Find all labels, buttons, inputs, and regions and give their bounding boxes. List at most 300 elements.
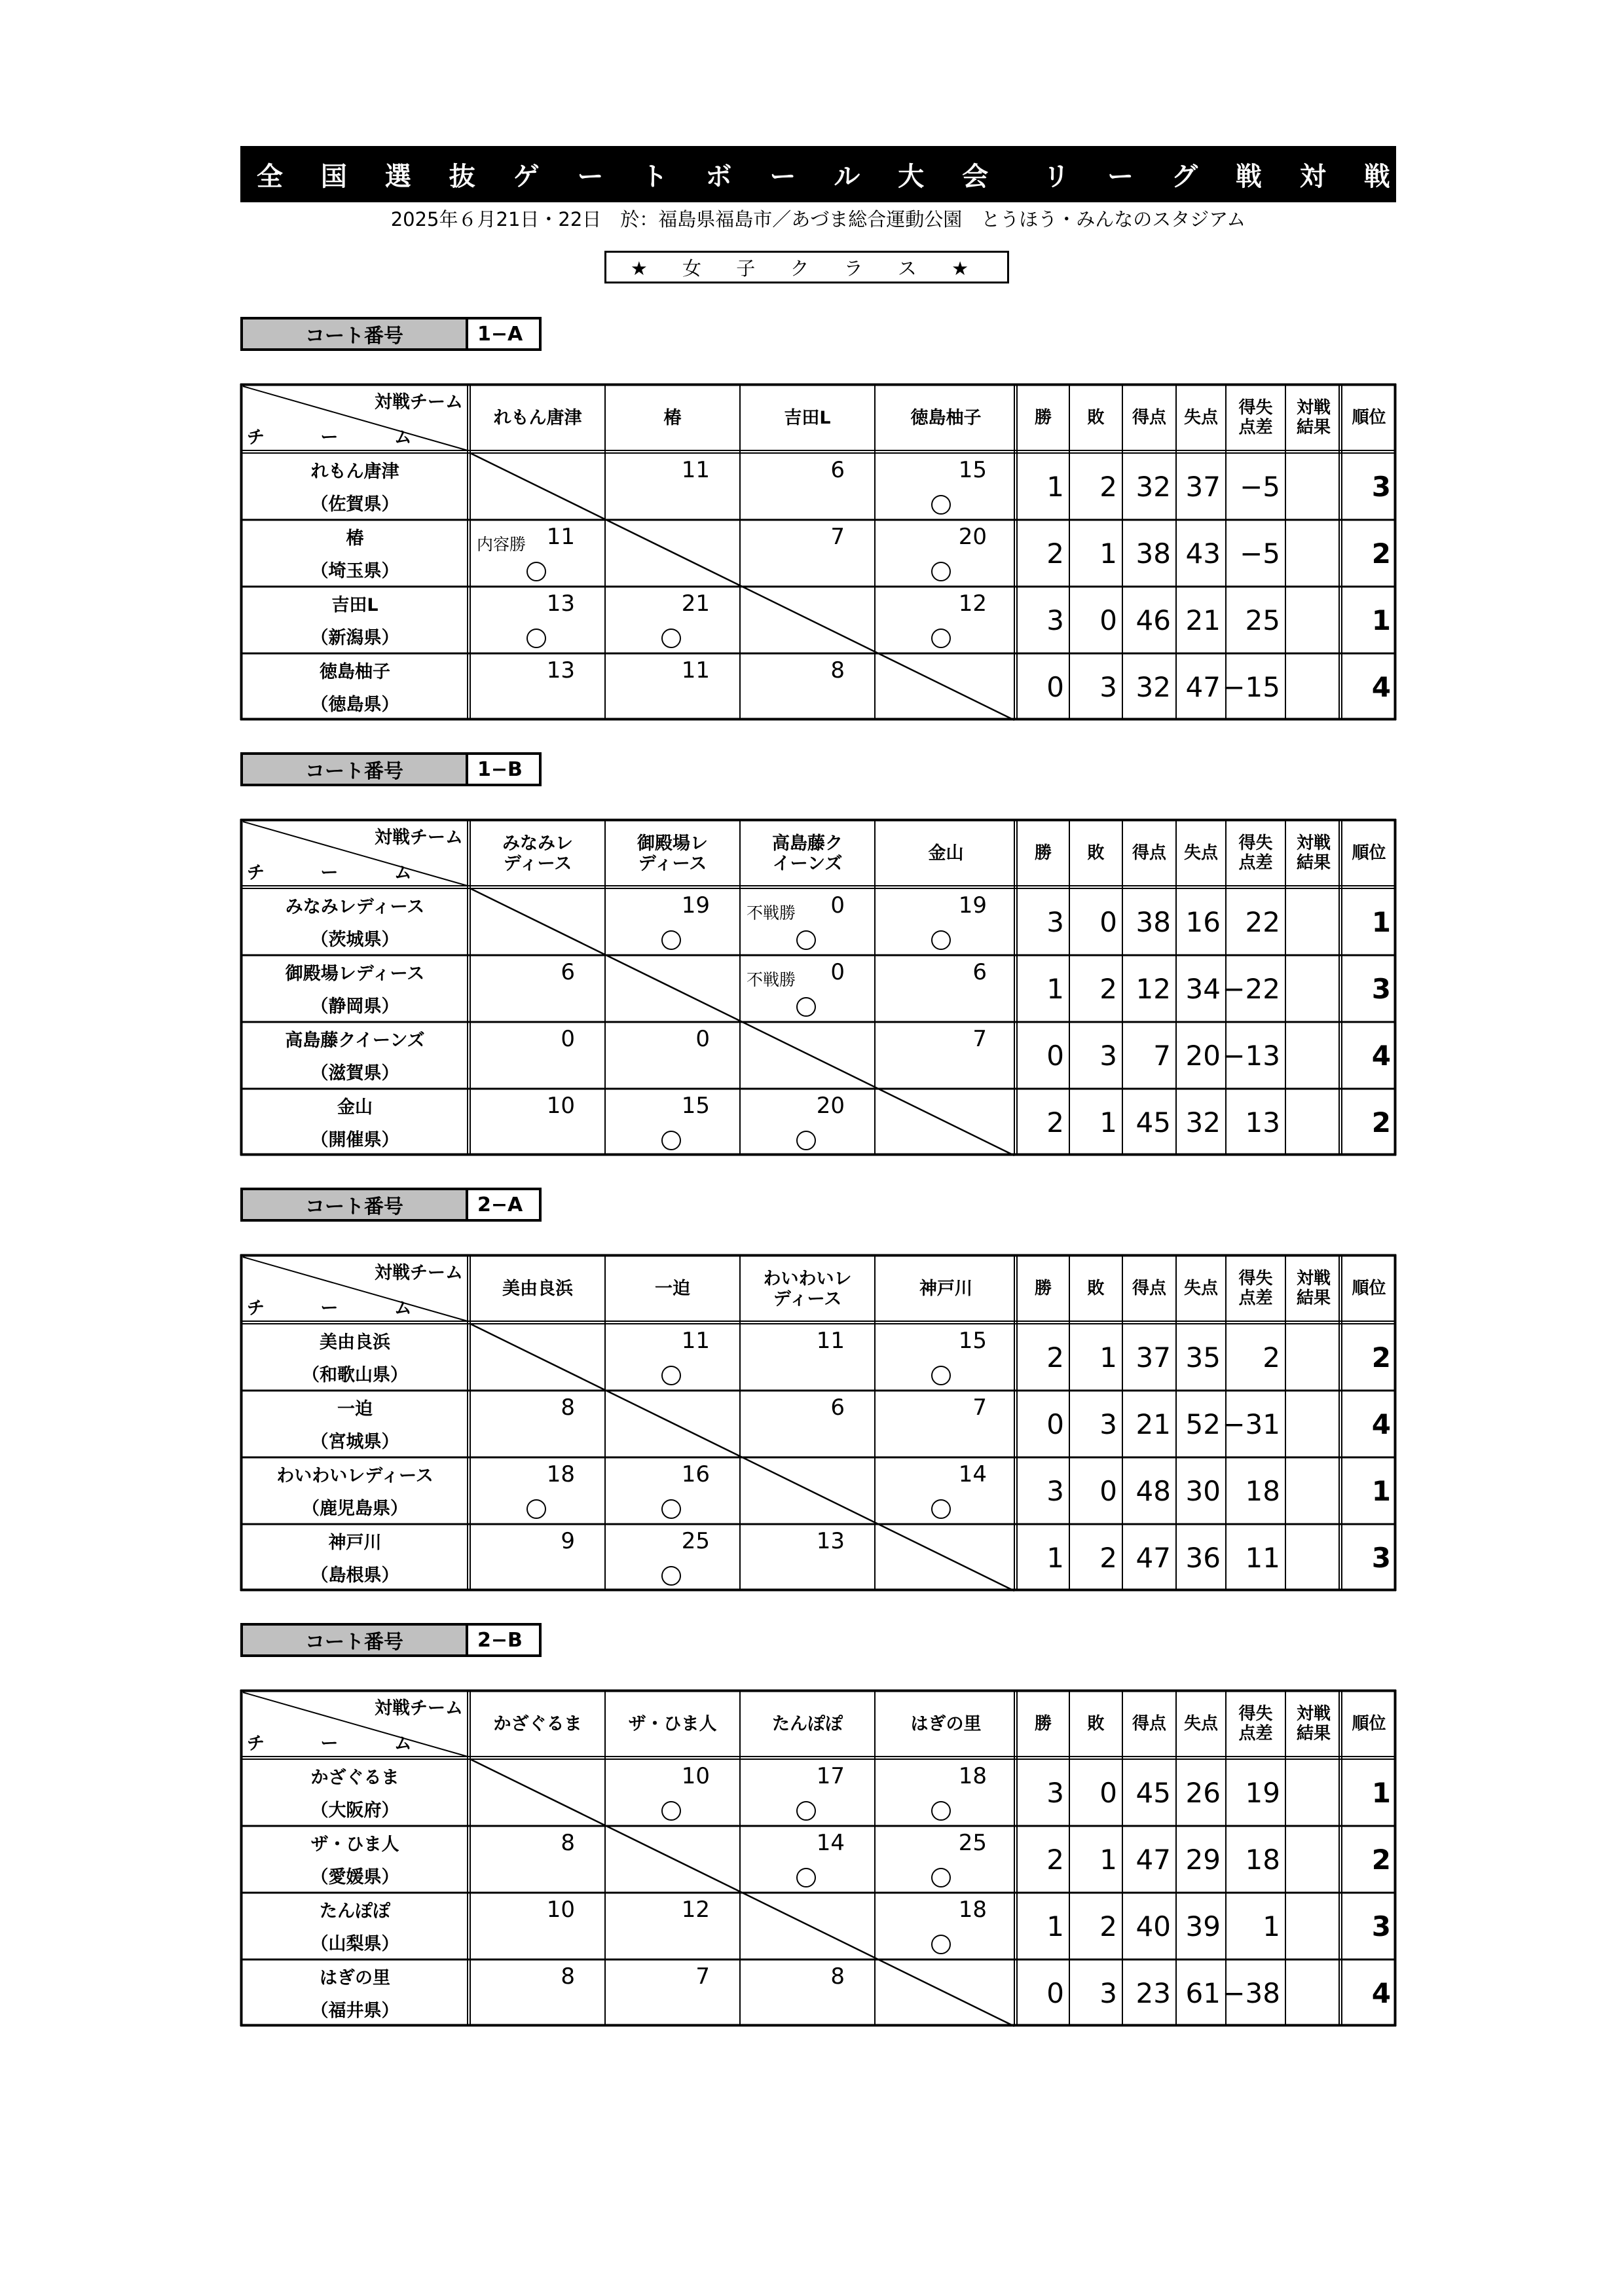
match-score: 19 — [958, 892, 987, 919]
match-score: 10 — [681, 1763, 710, 1789]
point-diff-value: −5 — [1240, 537, 1280, 570]
team-row-header — [240, 1022, 470, 1089]
team-row-header — [240, 587, 470, 653]
stat-header: 得点 — [1132, 408, 1166, 428]
match-score: 15 — [958, 457, 987, 483]
stat-header: 失点 — [1183, 1714, 1218, 1734]
stat-header: 失点 — [1183, 408, 1218, 428]
team-prefecture: （新潟県） — [310, 628, 399, 648]
corner-opponent-label: 対戦チーム — [375, 828, 463, 848]
match-score: 7 — [695, 1963, 710, 1990]
losses-value: 2 — [1099, 470, 1117, 503]
points-against-value: 47 — [1185, 670, 1221, 703]
match-score: 11 — [681, 657, 710, 683]
stat-header: 敗 — [1087, 1279, 1105, 1299]
points-for-value: 38 — [1135, 905, 1171, 938]
points-against-value: 20 — [1185, 1039, 1221, 1072]
stat-header: 得失 点差 — [1238, 1269, 1273, 1308]
points-against-value: 30 — [1185, 1474, 1221, 1507]
corner-team-label: チ ー ム — [247, 428, 437, 448]
win-mark-icon — [661, 629, 681, 648]
match-result-value — [1285, 1022, 1337, 1089]
match-score: 20 — [958, 524, 987, 550]
team-prefecture: （鹿児島県） — [302, 1499, 408, 1519]
stat-header: 順位 — [1352, 1279, 1386, 1299]
rank-value: 4 — [1371, 670, 1391, 703]
points-for-value: 45 — [1135, 1106, 1171, 1139]
points-against-value: 61 — [1185, 1977, 1221, 2009]
rank-value: 4 — [1371, 1408, 1391, 1440]
opponent-header: 吉田L — [784, 408, 831, 429]
team-name: 一迫 — [337, 1399, 373, 1419]
points-for-value: 23 — [1135, 1977, 1171, 2009]
wins-value: 2 — [1046, 1843, 1064, 1876]
stat-header: 敗 — [1087, 1714, 1105, 1734]
opponent-header: かざぐるま — [493, 1714, 582, 1735]
team-name: みなみレディース — [285, 897, 425, 917]
points-for-value: 48 — [1135, 1474, 1171, 1507]
match-score: 15 — [681, 1093, 710, 1119]
point-diff-value: −13 — [1222, 1039, 1280, 1072]
rank-value: 4 — [1371, 1977, 1391, 2009]
win-mark-icon — [796, 1868, 816, 1887]
opponent-header: みなみレ ディース — [502, 833, 573, 874]
win-mark-icon — [661, 1366, 681, 1385]
point-diff-value: 18 — [1245, 1843, 1280, 1876]
win-mark-icon — [796, 930, 816, 950]
match-score: 13 — [816, 1528, 845, 1554]
wins-value: 2 — [1046, 1106, 1064, 1139]
match-score: 14 — [958, 1461, 987, 1487]
stat-header: 勝 — [1034, 408, 1052, 428]
match-result-value — [1285, 1826, 1337, 1893]
stat-header: 勝 — [1034, 1279, 1052, 1299]
match-score: 0 — [830, 959, 845, 985]
team-prefecture: （佐賀県） — [310, 494, 399, 515]
match-result-value — [1285, 888, 1337, 955]
team-prefecture: （静岡県） — [310, 996, 399, 1017]
team-name: 美由良浜 — [320, 1332, 390, 1353]
losses-value: 1 — [1099, 1106, 1117, 1139]
team-prefecture: （茨城県） — [310, 930, 399, 950]
match-score: 9 — [561, 1528, 575, 1554]
points-for-value: 32 — [1135, 670, 1171, 703]
win-mark-icon — [931, 629, 951, 648]
match-result-value — [1285, 587, 1337, 653]
match-result-value — [1285, 1324, 1337, 1391]
opponent-header: 一迫 — [655, 1279, 690, 1300]
match-score: 12 — [958, 591, 987, 617]
wins-value: 0 — [1046, 1408, 1064, 1440]
result-note: 不戦勝 — [747, 903, 796, 922]
team-row-header — [240, 453, 470, 520]
match-score: 15 — [958, 1328, 987, 1354]
court-label — [240, 752, 542, 786]
points-for-value: 37 — [1135, 1341, 1171, 1374]
win-mark-icon — [931, 1499, 951, 1519]
points-against-value: 21 — [1185, 604, 1221, 636]
win-mark-icon — [661, 1566, 681, 1586]
losses-value: 3 — [1099, 1039, 1117, 1072]
opponent-header: 高島藤ク イーンズ — [772, 833, 843, 874]
win-mark-icon — [931, 1366, 951, 1385]
opponent-header: 美由良浜 — [502, 1279, 573, 1300]
win-mark-icon — [661, 1131, 681, 1150]
team-row-header — [240, 1391, 470, 1457]
stat-header: 得点 — [1132, 1714, 1166, 1734]
opponent-header: わいわいレ ディース — [763, 1268, 852, 1309]
wins-value: 3 — [1046, 604, 1064, 636]
match-score: 25 — [681, 1528, 710, 1554]
team-prefecture: （愛媛県） — [310, 1867, 399, 1887]
corner-opponent-label: 対戦チーム — [375, 1263, 463, 1283]
opponent-header: はぎの里 — [910, 1714, 982, 1735]
match-score: 18 — [958, 1763, 987, 1789]
win-mark-icon — [931, 1868, 951, 1887]
points-against-value: 32 — [1185, 1106, 1221, 1139]
corner-team-label: チ ー ム — [247, 1298, 437, 1319]
point-diff-value: −5 — [1240, 470, 1280, 503]
point-diff-value: −38 — [1222, 1977, 1280, 2009]
rank-value: 3 — [1371, 1910, 1391, 1942]
match-score: 10 — [546, 1897, 575, 1923]
court-label — [240, 317, 542, 351]
win-mark-icon — [931, 930, 951, 950]
win-mark-icon — [661, 930, 681, 950]
wins-value: 0 — [1046, 1039, 1064, 1072]
team-name: かざぐるま — [310, 1768, 399, 1788]
team-prefecture: （徳島県） — [310, 695, 399, 715]
stat-header: 勝 — [1034, 1714, 1052, 1734]
court-number: 1−B — [468, 752, 542, 786]
team-name: わいわいレディース — [276, 1466, 434, 1486]
points-against-value: 43 — [1185, 537, 1221, 570]
wins-value: 1 — [1046, 1541, 1064, 1574]
win-mark-icon — [931, 1935, 951, 1954]
losses-value: 0 — [1099, 1474, 1117, 1507]
stat-header: 得点 — [1132, 843, 1166, 864]
win-mark-icon — [796, 997, 816, 1017]
losses-value: 0 — [1099, 905, 1117, 938]
court-label-title: コート番号 — [240, 752, 468, 786]
stat-header: 対戦 結果 — [1296, 1269, 1331, 1308]
opponent-header: 徳島柚子 — [910, 408, 982, 429]
wins-value: 2 — [1046, 1341, 1064, 1374]
match-score: 21 — [681, 591, 710, 617]
match-score: 6 — [830, 1394, 845, 1421]
points-against-value: 35 — [1185, 1341, 1221, 1374]
team-row-header — [240, 1524, 470, 1591]
match-score: 10 — [546, 1093, 575, 1119]
match-score: 7 — [972, 1394, 987, 1421]
court-number: 2−A — [468, 1188, 542, 1222]
opponent-header: 神戸川 — [919, 1279, 972, 1300]
match-score: 11 — [546, 524, 575, 550]
points-for-value: 21 — [1135, 1408, 1171, 1440]
team-name: 金山 — [337, 1097, 373, 1118]
stat-header: 対戦 結果 — [1296, 1704, 1331, 1743]
match-result-value — [1285, 1959, 1337, 2026]
rank-value: 3 — [1371, 1541, 1391, 1574]
win-mark-icon — [526, 629, 546, 648]
stat-header: 順位 — [1352, 408, 1386, 428]
rank-value: 2 — [1371, 1106, 1391, 1139]
corner-team-label: チ ー ム — [247, 1734, 437, 1754]
points-for-value: 12 — [1135, 972, 1171, 1005]
stat-header: 敗 — [1087, 843, 1105, 864]
point-diff-value: 18 — [1245, 1474, 1280, 1507]
win-mark-icon — [931, 562, 951, 581]
rank-value: 1 — [1371, 604, 1391, 636]
win-mark-icon — [526, 562, 546, 581]
win-mark-icon — [931, 1801, 951, 1821]
points-against-value: 52 — [1185, 1408, 1221, 1440]
wins-value: 1 — [1046, 1910, 1064, 1942]
stat-header: 得失 点差 — [1238, 1704, 1273, 1743]
match-score: 0 — [830, 892, 845, 919]
match-result-value — [1285, 1089, 1337, 1156]
points-for-value: 38 — [1135, 537, 1171, 570]
match-score: 11 — [816, 1328, 845, 1354]
match-score: 16 — [681, 1461, 710, 1487]
wins-value: 1 — [1046, 972, 1064, 1005]
match-score: 6 — [561, 959, 575, 985]
win-mark-icon — [661, 1801, 681, 1821]
losses-value: 0 — [1099, 604, 1117, 636]
team-row-header — [240, 1826, 470, 1893]
match-score: 13 — [546, 657, 575, 683]
match-score: 8 — [830, 1963, 845, 1990]
rank-value: 1 — [1371, 905, 1391, 938]
team-row-header — [240, 1759, 470, 1826]
team-prefecture: （大阪府） — [310, 1800, 399, 1821]
team-prefecture: （和歌山県） — [302, 1365, 408, 1385]
point-diff-value: −31 — [1222, 1408, 1280, 1440]
point-diff-value: 13 — [1245, 1106, 1280, 1139]
losses-value: 1 — [1099, 1341, 1117, 1374]
point-diff-value: 25 — [1245, 604, 1280, 636]
court-label-title: コート番号 — [240, 317, 468, 351]
match-score: 7 — [830, 524, 845, 550]
stat-header: 敗 — [1087, 408, 1105, 428]
corner-team-label: チ ー ム — [247, 863, 437, 883]
opponent-header: れもん唐津 — [493, 408, 582, 429]
stat-header: 得失 点差 — [1238, 398, 1273, 437]
points-for-value: 7 — [1153, 1039, 1171, 1072]
points-against-value: 29 — [1185, 1843, 1221, 1876]
team-prefecture: （宮城県） — [310, 1432, 399, 1452]
point-diff-value: 11 — [1245, 1541, 1280, 1574]
win-mark-icon — [526, 1499, 546, 1519]
team-row-header — [240, 1089, 470, 1156]
corner-opponent-label: 対戦チーム — [375, 392, 463, 412]
team-prefecture: （福井県） — [310, 2001, 399, 2021]
match-result-value — [1285, 520, 1337, 587]
opponent-header: ザ・ひま人 — [628, 1714, 717, 1735]
event-subtitle: 2025年６月21日・22日 於：福島県福島市／あづま総合運動公園 とうほう・みんなのスタジアム — [390, 208, 1246, 230]
match-score: 0 — [561, 1026, 575, 1052]
rank-value: 4 — [1371, 1039, 1391, 1072]
match-score: 17 — [816, 1763, 845, 1789]
league-table — [240, 1254, 1396, 1588]
league-table — [240, 384, 1396, 718]
rank-value: 3 — [1371, 470, 1391, 503]
team-name: れもん唐津 — [310, 462, 399, 482]
losses-value: 3 — [1099, 1977, 1117, 2009]
points-against-value: 37 — [1185, 470, 1221, 503]
stat-header: 失点 — [1183, 843, 1218, 864]
team-name: 御殿場レディース — [285, 964, 425, 984]
point-diff-value: 1 — [1263, 1910, 1280, 1942]
court-label — [240, 1188, 542, 1222]
points-against-value: 34 — [1185, 972, 1221, 1005]
match-result-value — [1285, 1457, 1337, 1524]
court-label — [240, 1623, 542, 1657]
league-table — [240, 819, 1396, 1153]
team-prefecture: （埼玉県） — [310, 561, 399, 581]
team-name: 椿 — [346, 528, 364, 549]
team-prefecture: （滋賀県） — [310, 1063, 399, 1084]
wins-value: 2 — [1046, 537, 1064, 570]
team-name: ザ・ひま人 — [310, 1834, 399, 1855]
match-result-value — [1285, 453, 1337, 520]
team-row-header — [240, 653, 470, 720]
point-diff-value: 19 — [1245, 1776, 1280, 1809]
match-score: 0 — [695, 1026, 710, 1052]
losses-value: 2 — [1099, 1541, 1117, 1574]
court-number: 1−A — [468, 317, 542, 351]
stat-header: 失点 — [1183, 1279, 1218, 1299]
court-number: 2−B — [468, 1623, 542, 1657]
points-for-value: 32 — [1135, 470, 1171, 503]
team-name: 吉田L — [331, 595, 378, 615]
losses-value: 0 — [1099, 1776, 1117, 1809]
team-row-header — [240, 520, 470, 587]
point-diff-value: 22 — [1245, 905, 1280, 938]
match-score: 18 — [546, 1461, 575, 1487]
match-score: 14 — [816, 1830, 845, 1856]
result-note: 内容勝 — [477, 535, 526, 554]
losses-value: 2 — [1099, 972, 1117, 1005]
court-label-title: コート番号 — [240, 1623, 468, 1657]
team-name: 神戸川 — [328, 1533, 382, 1553]
points-for-value: 45 — [1135, 1776, 1171, 1809]
rank-value: 1 — [1371, 1776, 1391, 1809]
rank-value: 2 — [1371, 537, 1391, 570]
points-against-value: 36 — [1185, 1541, 1221, 1574]
rank-value: 1 — [1371, 1474, 1391, 1507]
team-prefecture: （島根県） — [310, 1565, 399, 1586]
wins-value: 3 — [1046, 905, 1064, 938]
team-row-header — [240, 1893, 470, 1959]
court-label-title: コート番号 — [240, 1188, 468, 1222]
match-score: 6 — [830, 457, 845, 483]
match-score: 18 — [958, 1897, 987, 1923]
match-result-value — [1285, 1893, 1337, 1959]
match-result-value — [1285, 955, 1337, 1022]
stat-header: 得失 点差 — [1238, 833, 1273, 873]
points-against-value: 26 — [1185, 1776, 1221, 1809]
losses-value: 2 — [1099, 1910, 1117, 1942]
opponent-header: 椿 — [663, 408, 682, 429]
win-mark-icon — [661, 1499, 681, 1519]
corner-opponent-label: 対戦チーム — [375, 1698, 463, 1719]
losses-value: 1 — [1099, 537, 1117, 570]
rank-value: 2 — [1371, 1843, 1391, 1876]
match-score: 19 — [681, 892, 710, 919]
team-row-header — [240, 955, 470, 1022]
wins-value: 0 — [1046, 1977, 1064, 2009]
wins-value: 3 — [1046, 1776, 1064, 1809]
team-row-header — [240, 888, 470, 955]
point-diff-value: −22 — [1222, 972, 1280, 1005]
stat-header: 得点 — [1132, 1279, 1166, 1299]
match-result-value — [1285, 653, 1337, 720]
match-result-value — [1285, 1759, 1337, 1826]
match-score: 25 — [958, 1830, 987, 1856]
rank-value: 2 — [1371, 1341, 1391, 1374]
rank-value: 3 — [1371, 972, 1391, 1005]
team-row-header — [240, 1324, 470, 1391]
wins-value: 3 — [1046, 1474, 1064, 1507]
losses-value: 3 — [1099, 1408, 1117, 1440]
match-score: 6 — [972, 959, 987, 985]
match-score: 8 — [561, 1394, 575, 1421]
match-score: 11 — [681, 457, 710, 483]
points-for-value: 47 — [1135, 1843, 1171, 1876]
match-result-value — [1285, 1391, 1337, 1457]
team-name: はぎの里 — [320, 1968, 390, 1988]
points-for-value: 40 — [1135, 1910, 1171, 1942]
points-for-value: 46 — [1135, 604, 1171, 636]
wins-value: 1 — [1046, 470, 1064, 503]
points-against-value: 39 — [1185, 1910, 1221, 1942]
wins-value: 0 — [1046, 670, 1064, 703]
league-table — [240, 1690, 1396, 2024]
opponent-header: 御殿場レ ディース — [637, 833, 708, 874]
page-title: 第 40 回 全 国 選 抜 ゲ ー ト ボ ー ル 大 会 リ ー グ 戦 対 戦 成 績 表 — [240, 146, 1396, 202]
match-score: 7 — [972, 1026, 987, 1052]
win-mark-icon — [796, 1801, 816, 1821]
match-score: 11 — [681, 1328, 710, 1354]
stat-header: 順位 — [1352, 1714, 1386, 1734]
class-label: ★ 女 子 ク ラ ス ★ — [604, 251, 1009, 283]
result-note: 不戦勝 — [747, 970, 796, 989]
match-score: 8 — [830, 657, 845, 683]
team-name: 徳島柚子 — [320, 662, 390, 682]
team-prefecture: （山梨県） — [310, 1934, 399, 1954]
stat-header: 順位 — [1352, 843, 1386, 864]
stat-header: 勝 — [1034, 843, 1052, 864]
win-mark-icon — [931, 495, 951, 515]
point-diff-value: −15 — [1222, 670, 1280, 703]
match-score: 13 — [546, 591, 575, 617]
match-score: 8 — [561, 1830, 575, 1856]
team-prefecture: （開催県） — [310, 1130, 399, 1150]
team-row-header — [240, 1457, 470, 1524]
stat-header: 対戦 結果 — [1296, 398, 1331, 437]
team-row-header — [240, 1959, 470, 2026]
opponent-header: 金山 — [928, 843, 964, 864]
team-name: 高島藤クイーンズ — [285, 1030, 425, 1051]
match-score: 8 — [561, 1963, 575, 1990]
stat-header: 対戦 結果 — [1296, 833, 1331, 873]
win-mark-icon — [796, 1131, 816, 1150]
match-score: 20 — [816, 1093, 845, 1119]
losses-value: 3 — [1099, 670, 1117, 703]
point-diff-value: 2 — [1263, 1341, 1280, 1374]
points-against-value: 16 — [1185, 905, 1221, 938]
